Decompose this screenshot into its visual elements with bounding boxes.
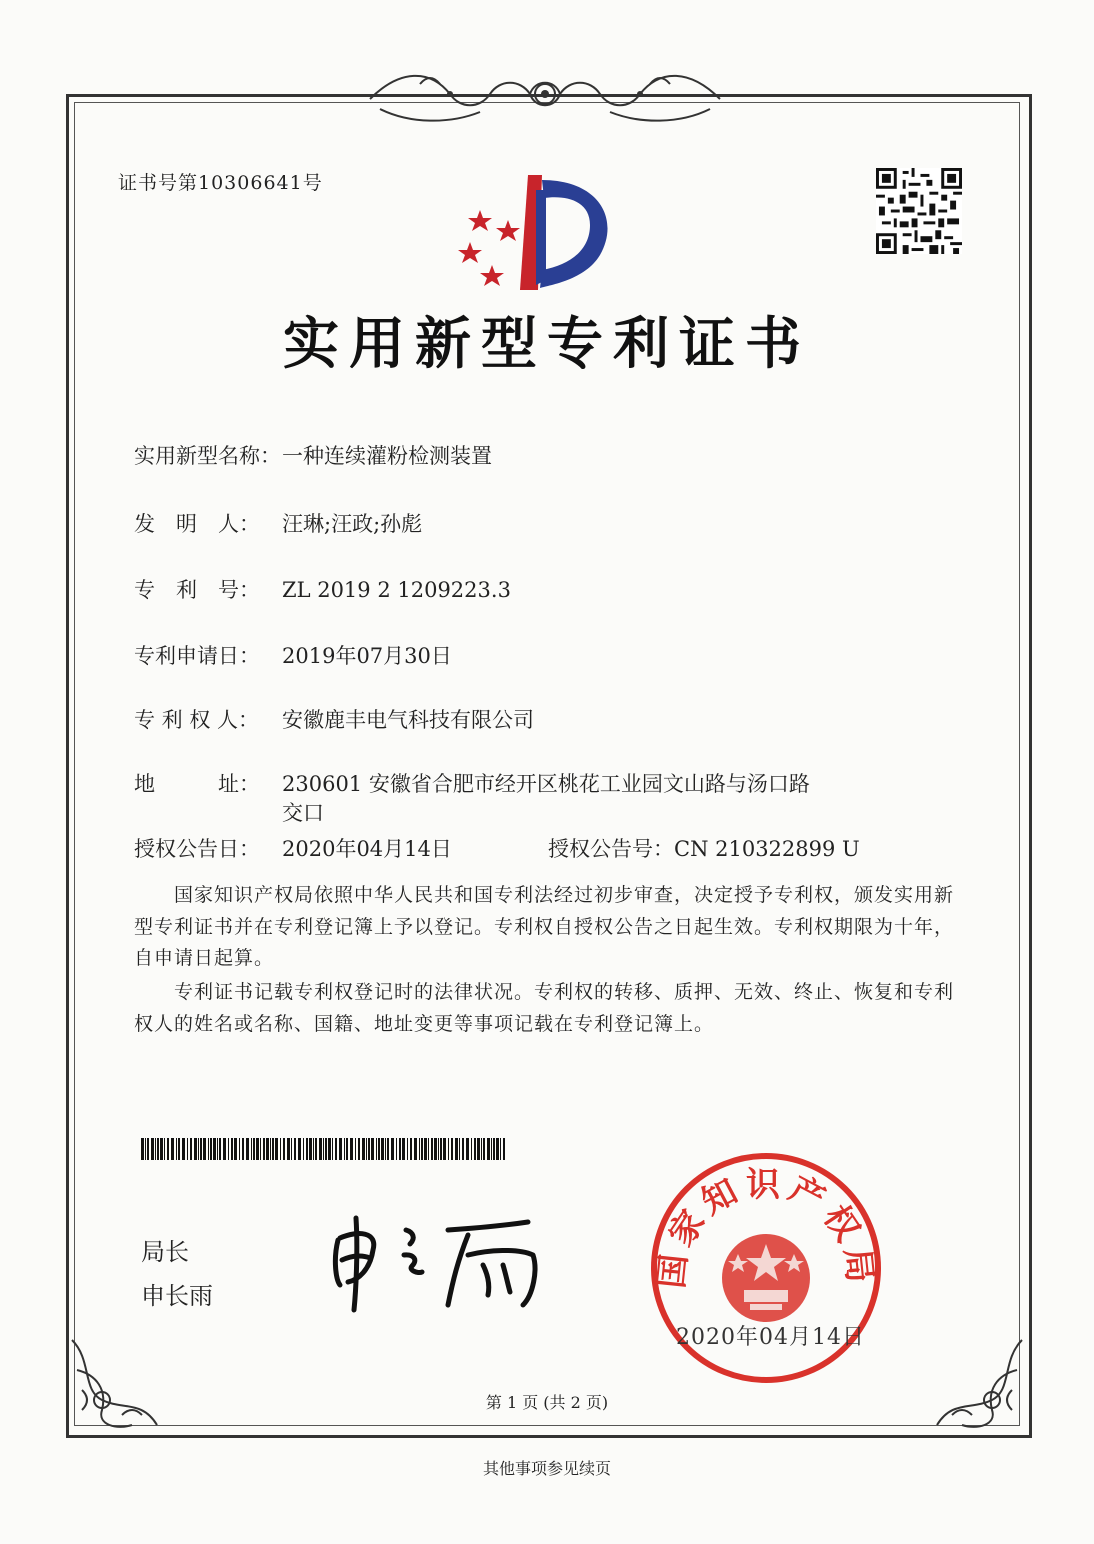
page-title: 实用新型专利证书	[283, 312, 811, 377]
certificate-number: 证书号第10306641号	[118, 172, 323, 194]
utility-model-name-value: 一种连续灌粉检测装置	[282, 444, 492, 468]
page-number: 第 1 页 (共 2 页)	[485, 1393, 609, 1412]
application-date-row	[134, 640, 452, 670]
grant-number-label: 授权公告号：	[548, 837, 674, 861]
footer-note: 其他事项参见续页	[482, 1459, 611, 1478]
corner-ornament-icon	[62, 1330, 172, 1440]
qr-code-icon	[876, 168, 962, 254]
patent-number-value: ZL 2019 2 1209223.3	[282, 578, 511, 602]
body-paragraph: 专利证书记载专利权登记时的法律状况。专利权的转移、质押、无效、终止、恢复和专利权人的姓名或名称、国籍、地址变更等事项记载在专利登记簿上。	[134, 981, 955, 1035]
top-ornament-icon	[360, 64, 730, 134]
address-value-line2: 交口	[282, 801, 324, 825]
application-date-value: 2019年07月30日	[282, 644, 452, 668]
patentee-label: 专 利 权 人：	[134, 708, 260, 732]
official-seal-icon	[646, 1148, 886, 1388]
utility-model-name-label: 实用新型名称：	[134, 444, 281, 468]
patent-number-label: 专 利 号：	[134, 578, 260, 602]
patentee-row	[134, 704, 534, 734]
grant-number-value: CN 210322899 U	[674, 837, 860, 861]
grant-date-label: 授权公告日：	[134, 837, 260, 861]
seal-date: 2020年04月14日	[676, 1325, 865, 1350]
utility-model-name-row	[134, 440, 492, 470]
grant-date-value: 2020年04月14日	[282, 837, 452, 861]
body-paragraph: 国家知识产权局依照中华人民共和国专利法经过初步审查，决定授予专利权，颁发实用新型专利证书并在专利登记簿上予以登记。专利权自授权公告之日起生效。专利权期限为十年，自申请日起算。	[134, 884, 955, 969]
seal-text: 国家知识产权局	[651, 1164, 881, 1291]
address-label: 地 址：	[134, 772, 260, 796]
director-name: 申长雨	[141, 1282, 213, 1310]
address-value-line1: 230601 安徽省合肥市经开区桃花工业园文山路与汤口路	[282, 772, 810, 796]
corner-ornament-icon	[922, 1330, 1032, 1440]
grant-number-row	[548, 833, 860, 863]
director-signature	[318, 1210, 558, 1320]
application-date-label: 专利申请日：	[134, 644, 260, 668]
inventor-label: 发 明 人：	[134, 512, 260, 536]
address-row	[134, 768, 810, 798]
inventor-value: 汪琳;汪政;孙彪	[282, 512, 423, 536]
patent-number-row	[134, 574, 511, 604]
patent-office-logo-icon	[450, 170, 630, 300]
barcode-icon	[141, 1138, 509, 1160]
grant-date-row	[134, 833, 452, 863]
patentee-value: 安徽鹿丰电气科技有限公司	[282, 708, 534, 732]
inventor-row	[134, 508, 422, 538]
director-title: 局长	[141, 1238, 189, 1266]
